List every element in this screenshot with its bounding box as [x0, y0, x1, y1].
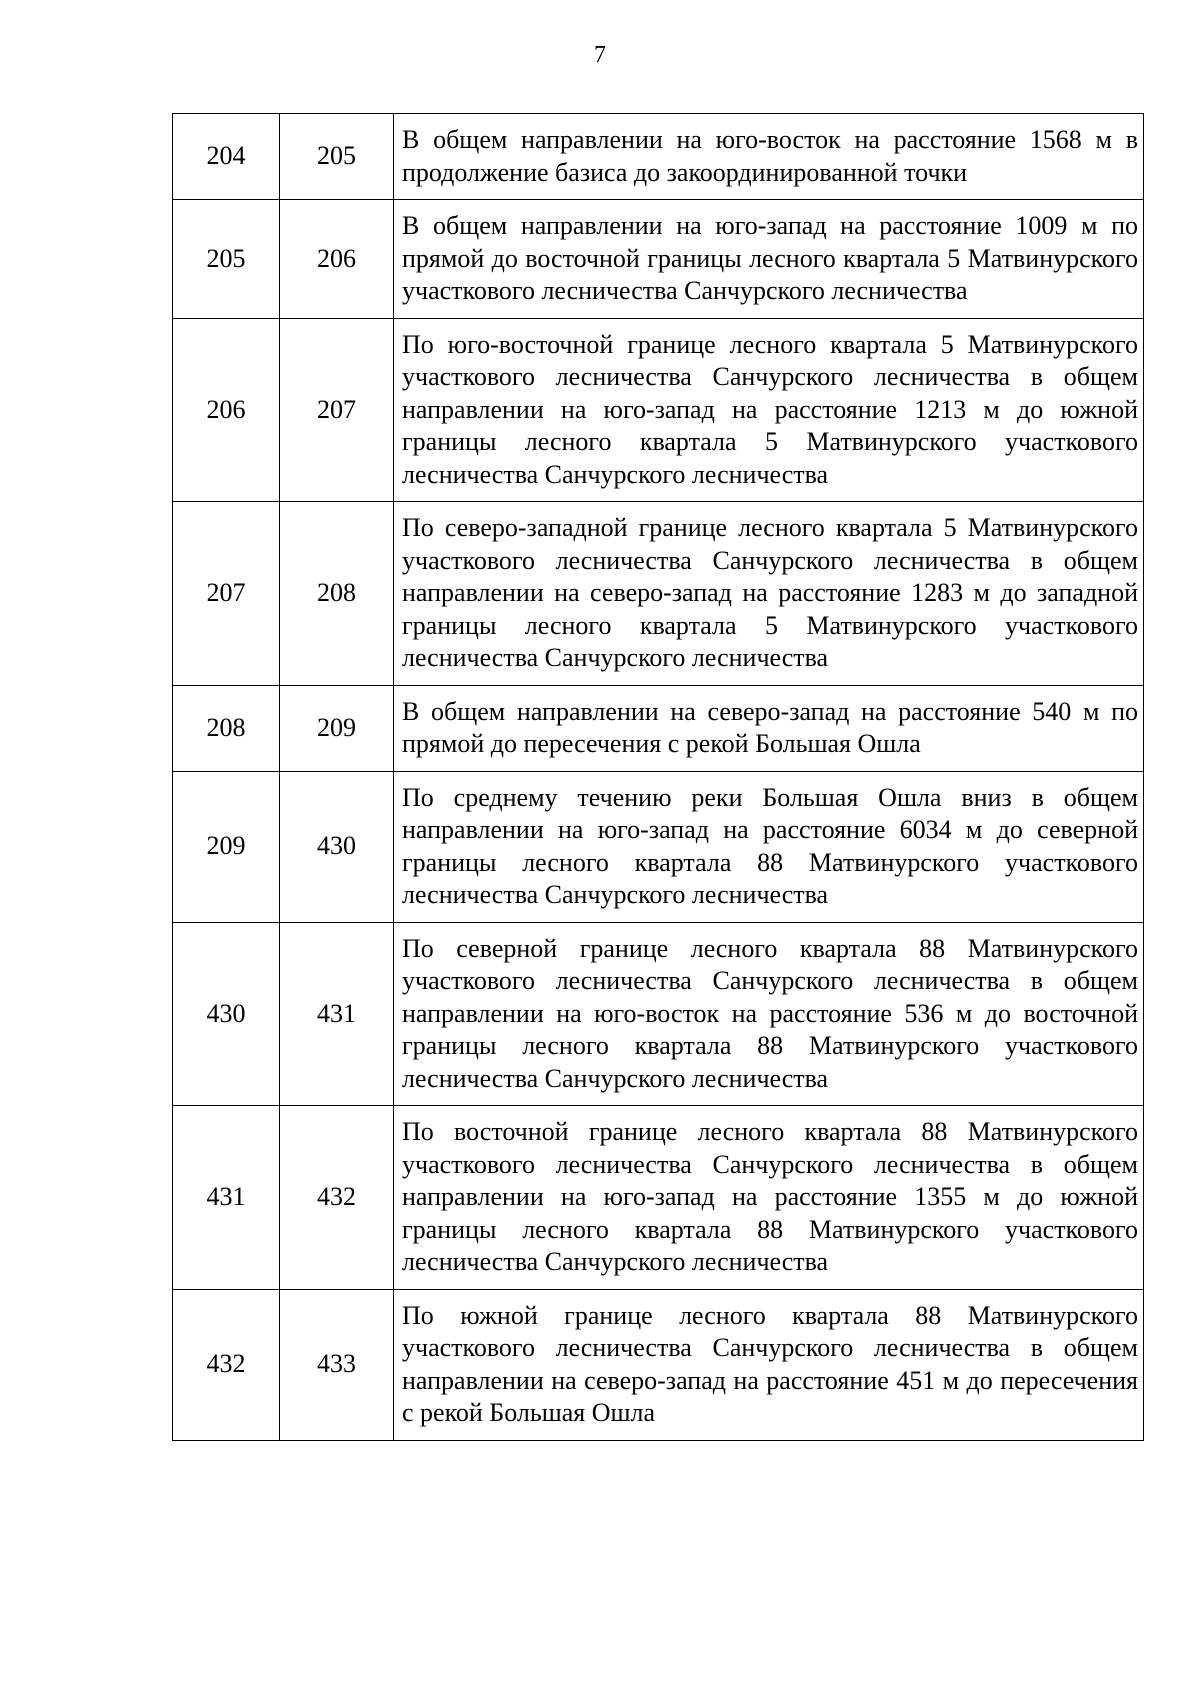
to-point-cell: 207 — [280, 318, 394, 502]
from-point-cell: 206 — [173, 318, 280, 502]
to-point-cell: 206 — [280, 200, 394, 319]
from-point-cell: 432 — [173, 1289, 280, 1440]
from-point-cell: 208 — [173, 685, 280, 771]
boundary-description-cell: По среднему течению реки Большая Ошла вниз в общем направлении на юго-запад на расстояние 6034 м до северной границы лесного квартала 88 Матвинурского участкового лесничества Санчурского лесничества — [394, 771, 1144, 922]
to-point-cell: 433 — [280, 1289, 394, 1440]
table-row — [173, 685, 1144, 771]
from-point-cell: 205 — [173, 200, 280, 319]
boundary-description-cell: В общем направлении на юго-запад на расстояние 1009 м по прямой до восточной границы лесного квартала 5 Матвинурского участкового лесничества Санчурского лесничества — [394, 200, 1144, 319]
boundary-description-cell: По северной границе лесного квартала 88 Матвинурского участкового лесничества Санчурского лесничества в общем направлении на юго-восток на расстояние 536 м до восточной границы лесного квартала 88 Матвинурского участкового лесничества Санчурского лесничества — [394, 922, 1144, 1106]
boundary-description-cell: По восточной границе лесного квартала 88 Матвинурского участкового лесничества Санчурского лесничества в общем направлении на юго-запад на расстояние 1355 м до южной границы лесного квартала 88 Матвинурского участкового лесничества Санчурского лесничества — [394, 1106, 1144, 1290]
from-point-cell: 430 — [173, 922, 280, 1106]
table-row — [173, 771, 1144, 922]
from-point-cell: 204 — [173, 114, 280, 200]
to-point-cell: 209 — [280, 685, 394, 771]
boundary-description-cell: По юго-восточной границе лесного квартала 5 Матвинурского участкового лесничества Санчурского лесничества в общем направлении на юго-запад на расстояние 1213 м до южной границы лесного квартала 5 Матвинурского участкового лесничества Санчурского лесничества — [394, 318, 1144, 502]
table-row — [173, 502, 1144, 686]
boundary-description-table — [172, 113, 1144, 1441]
to-point-cell: 432 — [280, 1106, 394, 1290]
page-number: 7 — [594, 42, 606, 68]
from-point-cell: 209 — [173, 771, 280, 922]
to-point-cell: 431 — [280, 922, 394, 1106]
to-point-cell: 205 — [280, 114, 394, 200]
boundary-description-cell: В общем направлении на северо-запад на расстояние 540 м по прямой до пересечения с рекой Большая Ошла — [394, 685, 1144, 771]
to-point-cell: 430 — [280, 771, 394, 922]
boundary-description-cell: По южной границе лесного квартала 88 Матвинурского участкового лесничества Санчурского лесничества в общем направлении на северо-запад на расстояние 451 м до пересечения с рекой Большая Ошла — [394, 1289, 1144, 1440]
boundary-description-cell: В общем направлении на юго-восток на расстояние 1568 м в продолжение базиса до закоординированной точки — [394, 114, 1144, 200]
table-row — [173, 1289, 1144, 1440]
boundary-description-cell: По северо-западной границе лесного квартала 5 Матвинурского участкового лесничества Санчурского лесничества в общем направлении на северо-запад на расстояние 1283 м до западной границы лесного квартала 5 Матвинурского участкового лесничества Санчурского лесничества — [394, 502, 1144, 686]
table-row — [173, 200, 1144, 319]
from-point-cell: 431 — [173, 1106, 280, 1290]
from-point-cell: 207 — [173, 502, 280, 686]
table-row — [173, 1106, 1144, 1290]
to-point-cell: 208 — [280, 502, 394, 686]
table-row — [173, 318, 1144, 502]
table-row — [173, 922, 1144, 1106]
table-row — [173, 114, 1144, 200]
